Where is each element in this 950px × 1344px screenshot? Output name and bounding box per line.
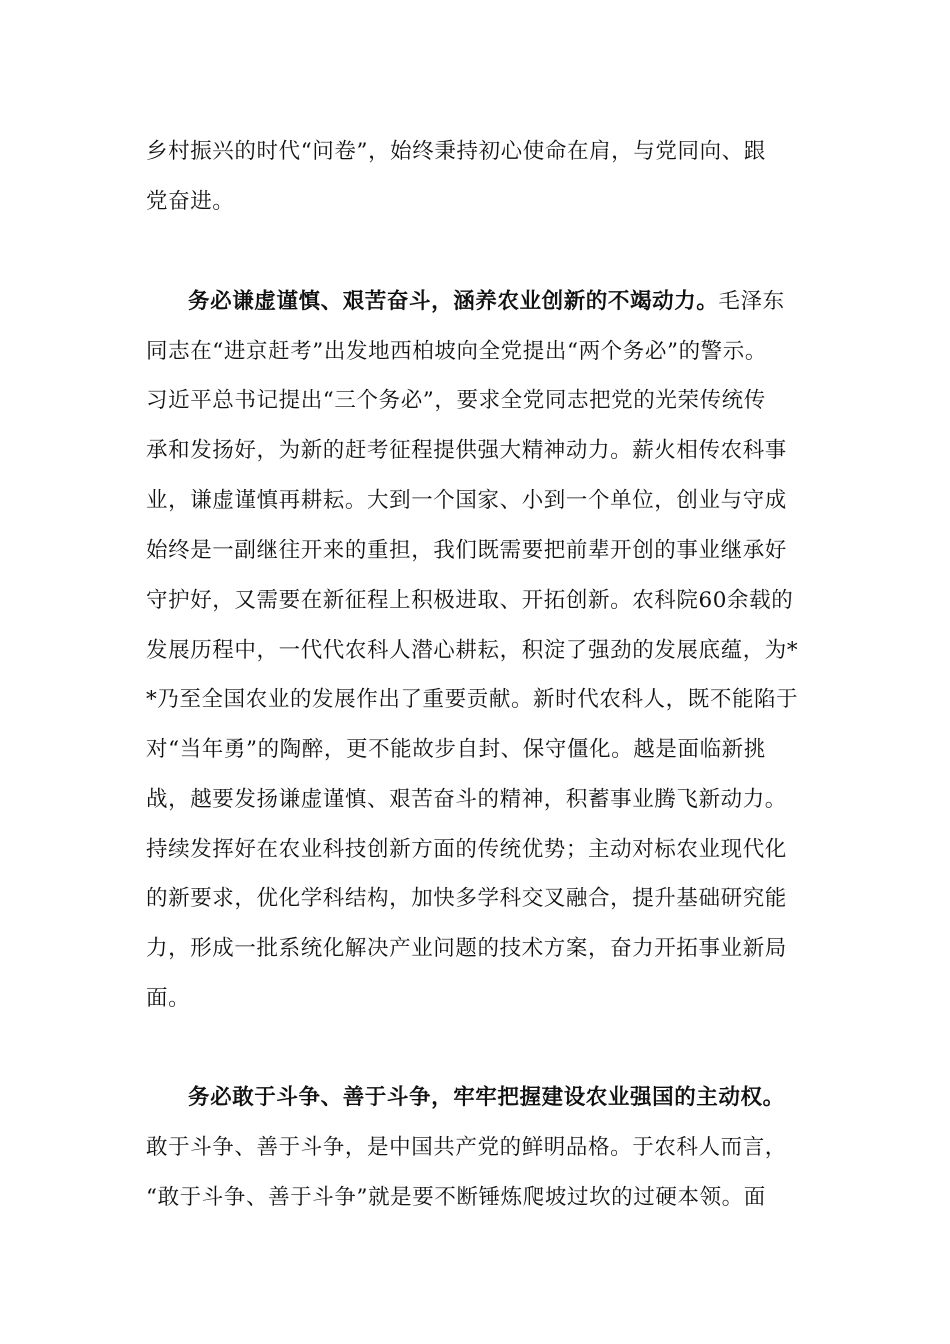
text-line: 的新要求，优化学科结构，加快多学科交叉融合，提升基础研究能 (146, 886, 787, 911)
text-line: 发展历程中，一代代农科人潜心耕耘，积淀了强劲的发展底蕴，为* (146, 638, 799, 663)
paragraph-lead-text: 毛泽东 (718, 289, 785, 314)
text-line: 乡村振兴的时代“问卷”，始终秉持初心使命在肩，与党同向、跟 (146, 139, 766, 164)
paragraph-heading: 务必敢于斗争、善于斗争，牢牢把握建设农业强国的主动权。 (188, 1085, 785, 1110)
text-line: 党奋进。 (146, 189, 235, 214)
text-line: 同志在“进京赶考”出发地西柏坡向全党提出“两个务必”的警示。 (146, 339, 767, 364)
text-line: 业，谦虚谨慎再耕耘。大到一个国家、小到一个单位，创业与守成 (146, 488, 787, 513)
text-line: 守护好，又需要在新征程上积极进取、开拓创新。农科院60余载的 (146, 588, 794, 613)
paragraph-heading: 务必谦虚谨慎、艰苦奋斗，涵养农业创新的不竭动力。 (188, 289, 719, 314)
text-line: *乃至全国农业的发展作出了重要贡献。新时代农科人，既不能陷于 (146, 687, 799, 712)
text-line: 战，越要发扬谦虚谨慎、艰苦奋斗的精神，积蓄事业腾飞新动力。 (146, 787, 787, 812)
text-line: 始终是一副继往开来的重担，我们既需要把前辈开创的事业继承好 (146, 538, 787, 563)
text-line: 敢于斗争、善于斗争，是中国共产党的鲜明品格。于农科人而言， (146, 1135, 787, 1160)
text-line: 持续发挥好在农业科技创新方面的传统优势；主动对标农业现代化 (146, 837, 787, 862)
text-line: 习近平总书记提出“三个务必”，要求全党同志把党的光荣传统传 (146, 388, 766, 413)
paragraph-lead-line (188, 287, 816, 317)
text-line: 力，形成一批系统化解决产业问题的技术方案，奋力开拓事业新局 (146, 936, 787, 961)
paragraph-lead-line (188, 1083, 816, 1113)
text-line: 对“当年勇”的陶醉，更不能故步自封、保守僵化。越是面临新挑 (146, 737, 766, 762)
text-line: 面。 (146, 986, 191, 1011)
text-line: “敢于斗争、善于斗争”就是要不断锤炼爬坡过坎的过硬本领。面 (146, 1185, 766, 1210)
text-line: 承和发扬好，为新的赶考征程提供强大精神动力。薪火相传农科事 (146, 438, 787, 463)
